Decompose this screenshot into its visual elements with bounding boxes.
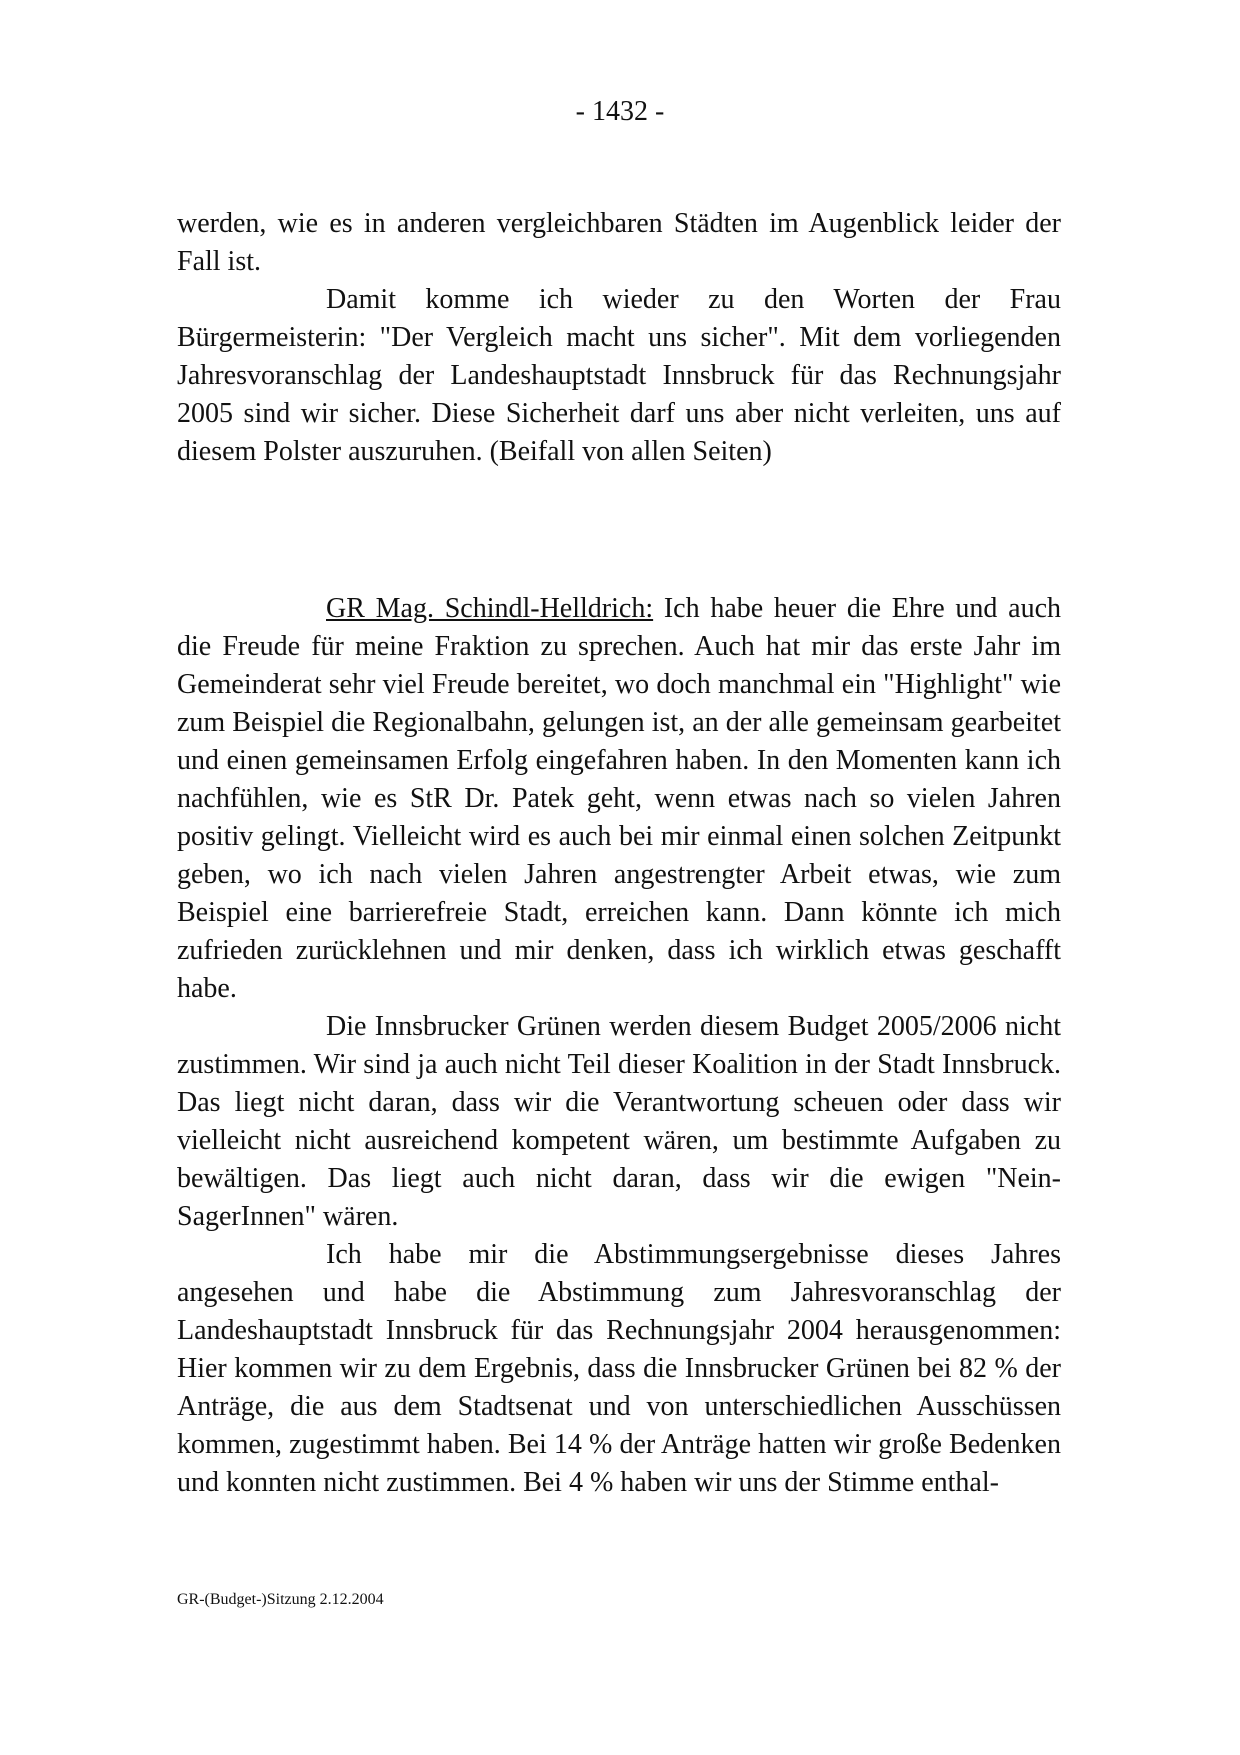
page-number: - 1432 - [575,96,665,127]
speaker-name: GR Mag. Schindl-Helldrich: [326,593,654,624]
paragraph-1: werden, wie es in anderen vergleichbaren Städten im Augenblick leider der Fall ist. [177,208,1061,277]
paragraph-3-text: Ich habe heuer die Ehre und auch die Freude für meine Fraktion zu sprechen. Auch hat mir das erste Jahr im Gemeinderat sehr viel Freude bereitet, wo doch manchmal ein "Highlight" wie zum Beispiel die Regionalbahn, gelungen ist, an der alle gemeinsam gearbeitet und einen gemeinsamen Erfolg eingefahren haben. In den Momenten kann ich nachfühlen, wie es StR Dr. Patek geht, wenn etwas nach so vielen Jahren positiv gelingt. Vielleicht wird es auch bei mir einmal einen solchen Zeitpunkt geben, wo ich nach vielen Jahren angestrengter Arbeit etwas, wie zum Beispiel eine barrierefreie Stadt, erreichen kann. Dann könnte ich mich zufrieden zurücklehnen und mir denken, dass ich wirklich etwas geschafft habe. [177,593,1061,1004]
document-body [177,205,1061,1502]
paragraph-5: Ich habe mir die Abstimmungsergebnisse dieses Jahres angesehen und habe die Abstimmung zum Jahresvoranschlag der Landeshauptstadt Innsbruck für das Rechnungsjahr 2004 herausgenommen: Hier kommen wir zu dem Ergebnis, dass die Innsbrucker Grünen bei 82 % der Anträge, die aus dem Stadtsenat und von unterschiedlichen Ausschüssen kommen, zugestimmt haben. Bei 14 % der Anträge hatten wir große Bedenken und konnten nicht zustimmen. Bei 4 % haben wir uns der Stimme enthal- [177,1239,1061,1498]
paragraph-2: Damit komme ich wieder zu den Worten der Frau Bürgermeisterin: "Der Vergleich macht uns sicher". Mit dem vorliegenden Jahresvoranschlag der Landeshauptstadt Innsbruck für das Rechnungsjahr 2005 sind wir sicher. Diese Sicherheit darf uns aber nicht verleiten, uns auf diesem Polster auszuruhen. (Beifall von allen Seiten) [177,284,1061,467]
paragraph-4: Die Innsbrucker Grünen werden diesem Budget 2005/2006 nicht zustimmen. Wir sind ja auch nicht Teil dieser Koalition in der Stadt Innsbruck. Das liegt nicht daran, dass wir die Verantwortung scheuen oder dass wir vielleicht nicht ausreichend kompetent wären, um bestimmte Aufgaben zu bewältigen. Das liegt auch nicht daran, dass wir die ewigen "Nein-SagerInnen" wären. [177,1011,1061,1232]
section-gap [177,471,1061,590]
footer-session-label: GR-(Budget-)Sitzung 2.12.2004 [177,1591,384,1608]
paragraph-3 [177,590,1061,1008]
